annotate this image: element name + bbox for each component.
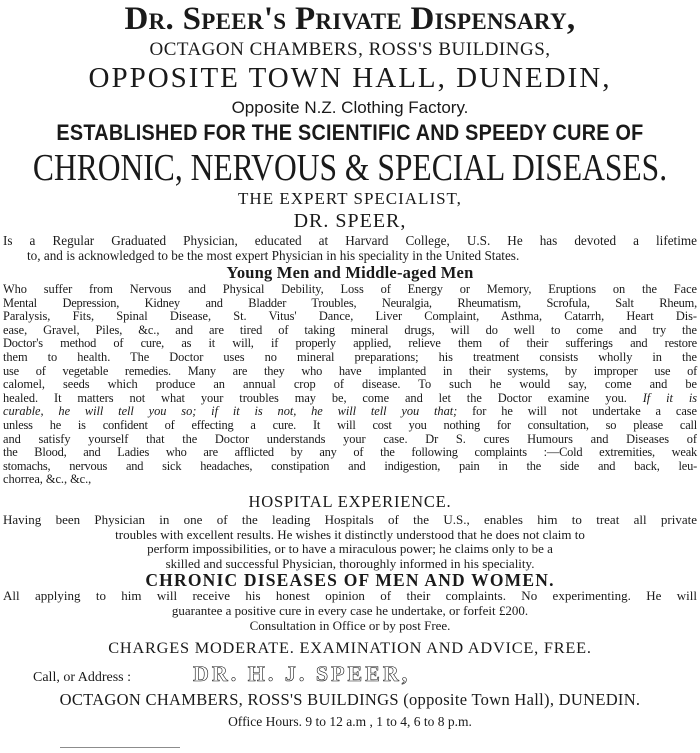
- paragraph-line: troubles with excellent results. He wishes it distinctly understood that he does not claim to: [115, 526, 585, 542]
- paragraph-line: All applying to him will receive his honest opinion of their complaints. No experimenting. He will: [3, 588, 697, 604]
- paragraph-line: Consultation in Office or by post Free.: [249, 617, 451, 633]
- paragraph-line-text: healed. It matters not what your troubles may be, come and let the Doctor examine you.: [3, 390, 627, 405]
- paragraph-line: the Blood, and Ladies who are afflicted by any of the following complaints :—Cold extremities, weak: [3, 445, 697, 460]
- young-men-paragraph: [3, 283, 697, 487]
- paragraph-line: Having been Physician in one of the leading Hospitals of the U.S., enables him to treat all private: [3, 511, 697, 527]
- intro-line: to, and is acknowledged to be the most expert Physician in his speciality in the United States.: [27, 248, 520, 263]
- paragraph-line: calomel, seeds which produce an annual crop of disease. To such he would say, come and be: [3, 377, 697, 392]
- footer-address: OCTAGON CHAMBERS, ROSS'S BUILDINGS (opposite Town Hall), DUNEDIN.: [59, 689, 641, 709]
- opposite-line: Opposite N.Z. Clothing Factory.: [231, 98, 469, 117]
- address-line-2: OPPOSITE TOWN HALL, DUNEDIN,: [88, 62, 612, 94]
- doctor-full-name: DR. H. J. SPEER,: [193, 660, 411, 686]
- paragraph-line: Who suffer from Nervous and Physical Debility, Loss of Energy or Memory, Eruptions on the Face: [3, 282, 697, 296]
- paragraph-line: skilled and successful Physician, thoroughly informed in his speciality.: [165, 555, 535, 571]
- paragraph-line: Mental Depression, Kidney and Bladder Troubles, Neuralgia, Rheumatism, Scrofula, Salt Rheum,: [3, 295, 697, 310]
- hospital-experience-heading: HOSPITAL EXPERIENCE.: [248, 491, 452, 511]
- paragraph-line: Paralysis, Fits, Spinal Disease, St. Vitus' Dance, Liver Complaint, Asthma, Catarrh, Heart Dis-: [3, 309, 697, 324]
- paragraph-line: guarantee a positive cure in every case he undertake, or forfeit £200.: [171, 603, 529, 619]
- paragraph-line: Doctor's method of cure, as it will, if properly applied, relieve them of their sufferings and restore: [3, 336, 697, 351]
- paragraph-line: unless he is confident of effecting a cure. It will cost you nothing for consultation, so please call: [3, 417, 697, 432]
- paragraph-line: them to health. The Doctor uses no mineral preparations; his treatment consists wholly in the: [3, 349, 697, 364]
- paragraph-line: chorrea, &c., &c.,: [3, 472, 92, 487]
- paragraph-line: stomachs, nervous and sick headaches, constipation and indigestion, pain in the side and back, leu-: [3, 458, 697, 473]
- chronic-diseases-headline: CHRONIC, NERVOUS & SPECIAL DISEASES.: [32, 147, 668, 189]
- dispensary-title: Dr. Speer's Private Dispensary,: [124, 1, 576, 37]
- intro-line: Is a Regular Graduated Physician, educated at Harvard College, U.S. He has devoted a lifetime: [3, 233, 697, 248]
- paragraph-line-text: for he will not undertake a case: [457, 404, 697, 419]
- paragraph-line: ease, Gravel, Piles, &c., and are tired of taking mineral drugs, will do well to come and try the: [3, 322, 697, 337]
- chronic-men-women-heading: CHRONIC DISEASES OF MEN AND WOMEN.: [145, 570, 555, 591]
- established-line: ESTABLISHED FOR THE SCIENTIFIC AND SPEEDY CURE OF: [56, 120, 644, 145]
- intro-paragraph: [3, 233, 697, 263]
- call-address-row: [3, 661, 697, 689]
- italic-phrase: If it is: [642, 390, 697, 405]
- charges-line: CHARGES MODERATE. EXAMINATION AND ADVICE, FREE.: [108, 637, 592, 657]
- paragraph-line: [3, 392, 697, 406]
- young-men-heading: Young Men and Middle-aged Men: [226, 263, 474, 282]
- bottom-rule: [60, 747, 180, 748]
- office-hours: Office Hours. 9 to 12 a.m , 1 to 4, 6 to 8 p.m.: [228, 713, 472, 729]
- hospital-paragraph: [3, 513, 697, 571]
- italic-phrase: curable, he will tell you so; if it is not, he will tell you that;: [3, 404, 458, 419]
- paragraph-line: and satisfy yourself that the Doctor understands your case. Dr S. cures Humours and Diseases of: [3, 431, 697, 446]
- call-label: Call, or Address :: [33, 669, 131, 685]
- applying-paragraph: [3, 589, 697, 633]
- paragraph-line: perform impossibilities, or to have a miraculous power; he claims only to be a: [147, 541, 553, 557]
- paragraph-line: [3, 405, 697, 419]
- expert-specialist-line: THE EXPERT SPECIALIST,: [238, 189, 462, 208]
- address-line-1: OCTAGON CHAMBERS, ROSS'S BUILDINGS,: [149, 39, 551, 60]
- doctor-name-line: DR. SPEER,: [293, 210, 407, 232]
- paragraph-line: use of vegetable remedies. Many are they who have implanted in their systems, by improper use of: [3, 363, 697, 378]
